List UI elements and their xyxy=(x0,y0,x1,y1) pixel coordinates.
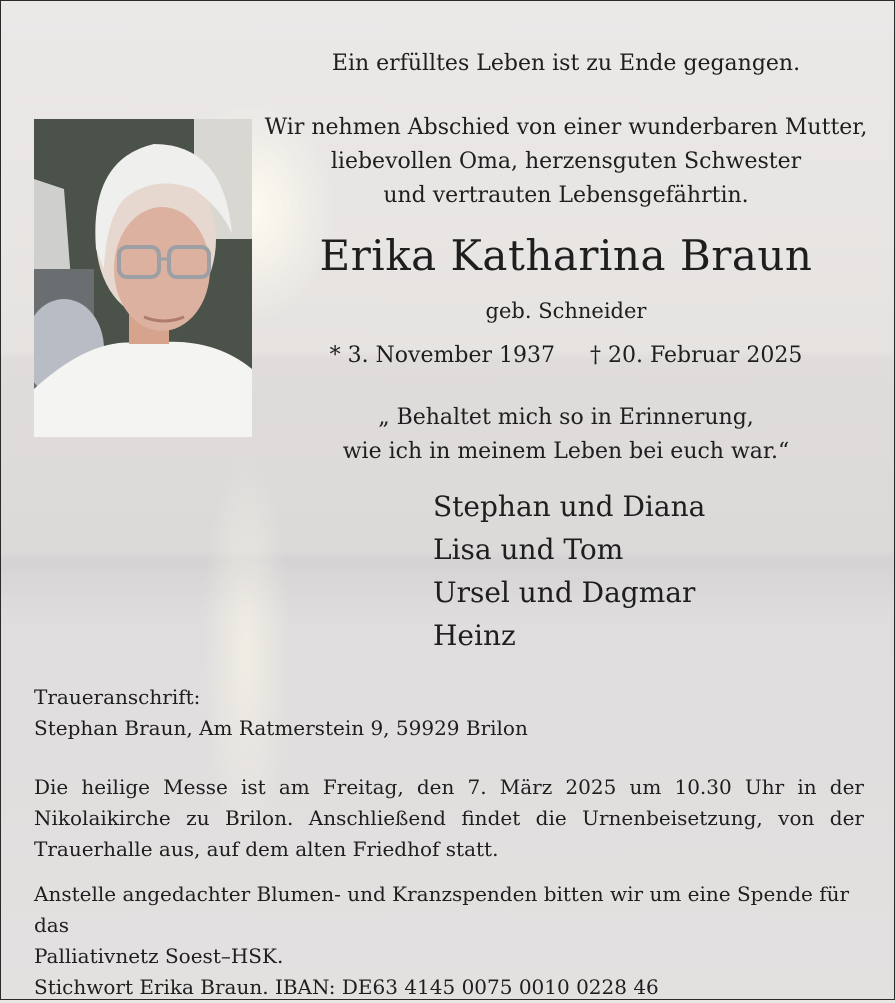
death-date: † 20. Februar 2025 xyxy=(589,343,803,368)
address-label: Traueranschrift: xyxy=(34,685,201,709)
farewell-text xyxy=(261,111,871,213)
birth-date: * 3. November 1937 xyxy=(329,343,555,368)
portrait-photo xyxy=(34,119,252,437)
donation-request xyxy=(34,879,864,1003)
mourner-name: Heinz xyxy=(433,619,516,652)
farewell-line: liebevollen Oma, herzensguten Schwester xyxy=(330,149,802,174)
mourner-name: Stephan und Diana xyxy=(433,490,706,523)
mourner-name: Lisa und Tom xyxy=(433,533,624,566)
mourning-address xyxy=(34,682,864,744)
memorial-quote xyxy=(261,401,871,469)
birth-name: geb. Schneider xyxy=(485,299,647,323)
deceased-name: Erika Katharina Braun xyxy=(319,231,813,280)
farewell-line: und vertrauten Lebensgefährtin. xyxy=(383,183,749,208)
donation-line: Anstelle angedachter Blumen- und Kranzspenden bitten wir um eine Spende für das xyxy=(34,882,850,937)
farewell-line: Wir nehmen Abschied von einer wunderbaren Mutter, xyxy=(264,115,868,140)
mourner-name: Ursel und Dagmar xyxy=(433,576,696,609)
quote-line: „ Behaltet mich so in Erinnerung, xyxy=(378,405,754,430)
donation-line: Stichwort Erika Braun. IBAN: DE63 4145 0075 0010 0228 46 xyxy=(34,975,659,999)
donation-line: Palliativnetz Soest–HSK. xyxy=(34,944,284,968)
intro-line: Ein erfülltes Leben ist zu Ende gegangen. xyxy=(331,51,801,76)
mourners-list xyxy=(433,485,705,657)
life-dates xyxy=(261,343,871,368)
address-line: Stephan Braun, Am Ratmerstein 9, 59929 Brilon xyxy=(34,716,528,740)
mass-announcement: Die heilige Messe ist am Freitag, den 7. März 2025 um 10.30 Uhr in der Nikolaikirche zu Brilon. Anschließend findet die Urnenbeisetzung, von der Trauerhalle aus, auf dem alten Friedhof statt. xyxy=(34,775,864,861)
quote-line: wie ich in meinem Leben bei euch war.“ xyxy=(342,439,790,464)
